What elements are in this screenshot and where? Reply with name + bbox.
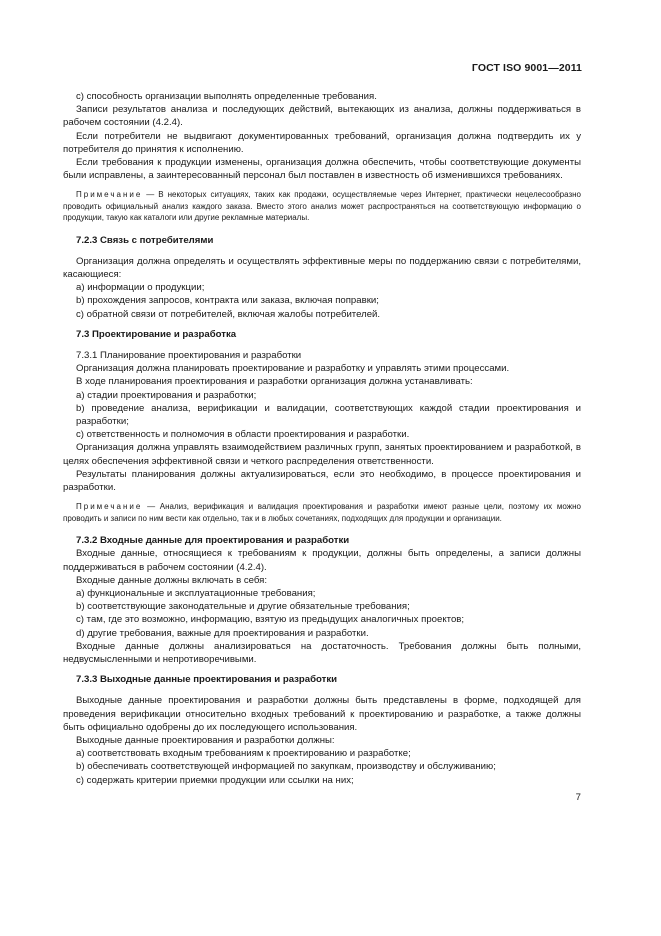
list-item: c) содержать критерии приемки продукции или ссылки на них; bbox=[76, 774, 354, 786]
list-item: c) ответственность и полномочия в области проектирования и разработки. bbox=[76, 429, 410, 441]
paragraph: Входные данные должны включать в себя: bbox=[76, 574, 268, 586]
list-item: c) там, где это возможно, информацию, взятую из предыдущих аналогичных проектов; bbox=[76, 614, 465, 626]
list-item: a) соответствовать входным требованиям к проектированию и разработке; bbox=[76, 748, 411, 760]
list-item: b) проведение анализа, верификации и валидации, соответствующих каждой стадии проектирования и разработки; bbox=[76, 402, 581, 428]
paragraph: Входные данные, относящиеся к требованиям к продукции, должны быть определены, а записи должны поддерживаться в рабочем состоянии (4.2.4). bbox=[63, 548, 581, 573]
note-text: — В некоторых ситуациях, таких как продажи, осуществляемые через Интернет, практически нецелесообразно проводить официальный анализ каждого заказа. Вместо этого анализ может распространяться на соответствующую информацию о продукции, такую как каталоги или другие рекламные материалы. bbox=[63, 190, 581, 223]
paragraph: Входные данные должны анализироваться на достаточность. Требования должны быть полными, недвусмысленными и непротиворечивыми. bbox=[63, 640, 581, 665]
list-item: a) функциональные и эксплуатационные требования; bbox=[76, 587, 316, 599]
page-body bbox=[63, 90, 581, 787]
note-label: Примечание bbox=[76, 502, 143, 512]
section-heading: 7.3.3 Выходные данные проектирования и разработки bbox=[76, 674, 338, 686]
list-item: b) обеспечивать соответствующей информацией по закупкам, производству и обслуживанию; bbox=[76, 761, 496, 773]
section-heading: 7.3.2 Входные данные для проектирования и разработки bbox=[76, 535, 350, 547]
note-label: Примечание bbox=[76, 190, 143, 200]
list-item: a) стадии проектирования и разработки; bbox=[76, 389, 257, 401]
section-heading: 7.2.3 Связь с потребителями bbox=[76, 234, 214, 246]
paragraph: Записи результатов анализа и последующих действий, вытекающих из анализа, должны поддерживаться в рабочем состоянии (4.2.4). bbox=[63, 104, 581, 129]
section-heading: 7.3 Проектирование и разработка bbox=[76, 328, 237, 340]
list-item: c) способность организации выполнять определенные требования. bbox=[76, 91, 377, 102]
note bbox=[63, 501, 581, 524]
paragraph: Организация должна планировать проектирование и разработку и управлять этими процессами. bbox=[76, 363, 510, 375]
paragraph: Выходные данные проектирования и разработки должны быть представлены в форме, подходящей для проведения верификации относительно входных требований к проектированию и разработке, а также должны быть официально одобрены до их последующего использования. bbox=[63, 695, 581, 733]
subsection-heading: 7.3.1 Планирование проектирования и разработки bbox=[76, 350, 302, 362]
list-item: c) обратной связи от потребителей, включая жалобы потребителей. bbox=[76, 308, 381, 320]
paragraph: Выходные данные проектирования и разработки должны: bbox=[76, 734, 335, 746]
page-number: 7 bbox=[575, 792, 581, 803]
paragraph: Если потребители не выдвигают документированных требований, организация должна подтвердить их у потребителя до принятия к исполнению. bbox=[63, 130, 581, 155]
list-item: d) другие требования, важные для проектирования и разработки. bbox=[76, 627, 369, 639]
paragraph: Результаты планирования должны актуализироваться, если это необходимо, в процессе проектирования и разработки. bbox=[63, 468, 581, 494]
paragraph: Организация должна управлять взаимодействием различных групп, занятых проектированием и разработкой, в целях обеспечения эффективной связи и четкого распределения ответственности. bbox=[63, 442, 581, 467]
note-text: — Анализ, верификация и валидация проектирования и разработки имеют разные цели, поэтому их можно проводить и записи по ним вести как отдельно, так и в любых сочетаниях, подходящих для продукции и организации. bbox=[63, 502, 581, 523]
paragraph: Если требования к продукции изменены, организация должна обеспечить, чтобы соответствующие документы были исправлены, а заинтересованный персонал был поставлен в известность об изменившихся требованиях. bbox=[63, 157, 581, 182]
list-item: b) соответствующие законодательные и другие обязательные требования; bbox=[76, 601, 410, 613]
list-item: b) прохождения запросов, контракта или заказа, включая поправки; bbox=[76, 295, 379, 307]
list-item: a) информации о продукции; bbox=[76, 282, 205, 294]
paragraph: Организация должна определять и осуществлять эффективные меры по поддержанию связи с потребителями, касающиеся: bbox=[63, 255, 581, 281]
note bbox=[63, 189, 581, 223]
standard-header: ГОСТ ISO 9001—2011 bbox=[471, 62, 582, 74]
paragraph: В ходе планирования проектирования и разработки организация должна устанавливать: bbox=[76, 376, 473, 388]
